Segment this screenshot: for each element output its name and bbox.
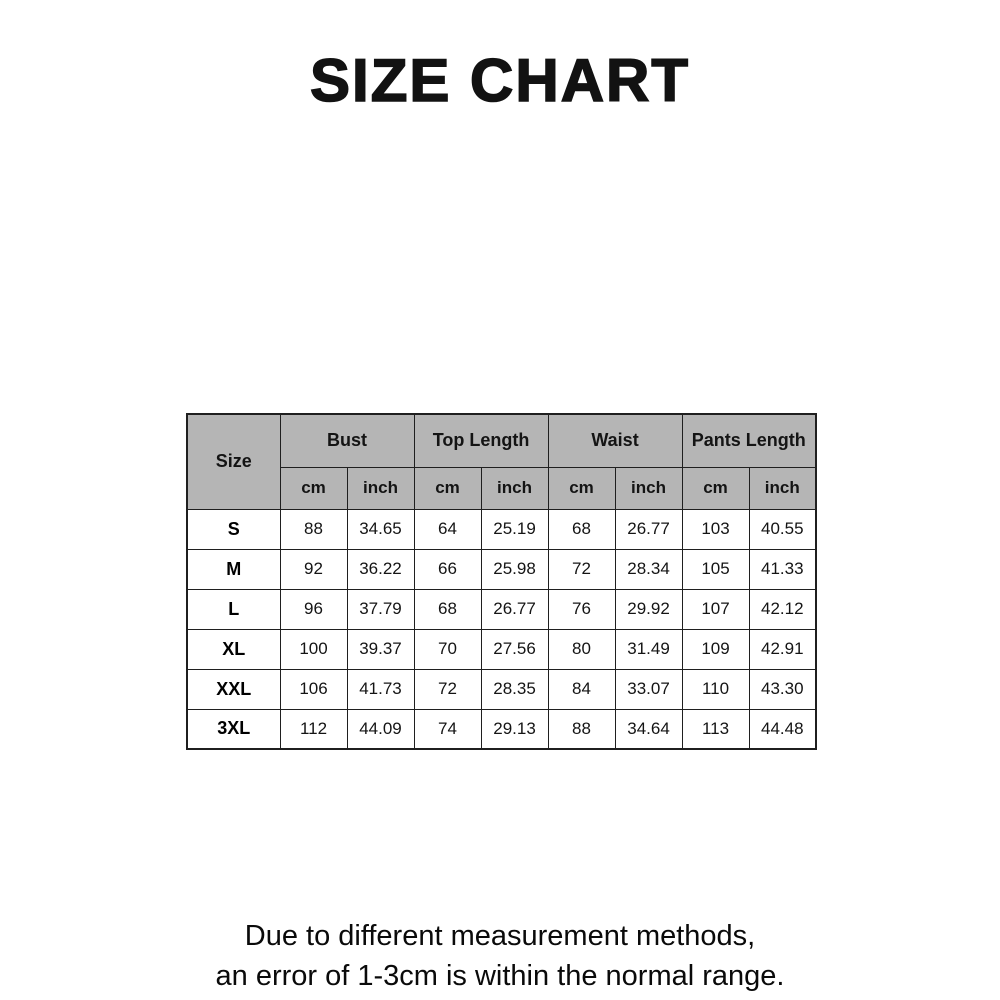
row-label: L: [187, 589, 280, 629]
table-cell: 80: [548, 629, 615, 669]
table-cell: 112: [280, 709, 347, 749]
table-cell: 25.19: [481, 509, 548, 549]
row-label: S: [187, 509, 280, 549]
table-cell: 74: [414, 709, 481, 749]
column-header-pants-length: Pants Length: [682, 414, 816, 467]
table-cell: 39.37: [347, 629, 414, 669]
table-cell: 33.07: [615, 669, 682, 709]
table-cell: 84: [548, 669, 615, 709]
row-label: XL: [187, 629, 280, 669]
table-cell: 26.77: [481, 589, 548, 629]
table-cell: 109: [682, 629, 749, 669]
table-cell: 29.92: [615, 589, 682, 629]
unit-header-top-length-inch: inch: [481, 467, 548, 509]
table-cell: 37.79: [347, 589, 414, 629]
table-cell: 66: [414, 549, 481, 589]
column-header-size: Size: [187, 414, 280, 509]
table-row-xxl: [187, 669, 816, 709]
table-cell: 36.22: [347, 549, 414, 589]
table-cell: 88: [548, 709, 615, 749]
table-cell: 34.64: [615, 709, 682, 749]
table-cell: 113: [682, 709, 749, 749]
table-cell: 105: [682, 549, 749, 589]
table-cell: 68: [414, 589, 481, 629]
table-row-m: [187, 549, 816, 589]
table-cell: 68: [548, 509, 615, 549]
table-cell: 28.34: [615, 549, 682, 589]
table-cell: 31.49: [615, 629, 682, 669]
table-cell: 76: [548, 589, 615, 629]
column-header-top-length: Top Length: [414, 414, 548, 467]
table-cell: 107: [682, 589, 749, 629]
disclaimer-line-1: Due to different measurement methods,: [244, 920, 756, 952]
column-header-bust: Bust: [280, 414, 414, 467]
table-row-3xl: [187, 709, 816, 749]
row-label: XXL: [187, 669, 280, 709]
table-cell: 44.09: [347, 709, 414, 749]
table-cell: 27.56: [481, 629, 548, 669]
table-cell: 106: [280, 669, 347, 709]
table-cell: 103: [682, 509, 749, 549]
measurement-disclaimer: [0, 916, 1000, 996]
unit-header-bust-cm: cm: [280, 467, 347, 509]
table-cell: 26.77: [615, 509, 682, 549]
unit-header-pants-length-cm: cm: [682, 467, 749, 509]
page-title: SIZE CHART: [310, 47, 690, 114]
unit-header-waist-inch: inch: [615, 467, 682, 509]
table-cell: 88: [280, 509, 347, 549]
table-cell: 110: [682, 669, 749, 709]
table-cell: 72: [414, 669, 481, 709]
table-cell: 40.55: [749, 509, 816, 549]
table-cell: 42.12: [749, 589, 816, 629]
table-cell: 96: [280, 589, 347, 629]
column-header-waist: Waist: [548, 414, 682, 467]
table-cell: 28.35: [481, 669, 548, 709]
unit-header-pants-length-inch: inch: [749, 467, 816, 509]
table-cell: 43.30: [749, 669, 816, 709]
table-cell: 42.91: [749, 629, 816, 669]
table-row-l: [187, 589, 816, 629]
row-label: M: [187, 549, 280, 589]
table-cell: 34.65: [347, 509, 414, 549]
disclaimer-line-2: an error of 1-3cm is within the normal range.: [215, 960, 785, 992]
table-cell: 25.98: [481, 549, 548, 589]
row-label: 3XL: [187, 709, 280, 749]
size-chart-table: [186, 413, 817, 750]
table-cell: 72: [548, 549, 615, 589]
table-header-unit-row: [187, 467, 816, 509]
table-cell: 29.13: [481, 709, 548, 749]
table-row-s: [187, 509, 816, 549]
table-cell: 41.73: [347, 669, 414, 709]
table-cell: 92: [280, 549, 347, 589]
unit-header-bust-inch: inch: [347, 467, 414, 509]
table-cell: 44.48: [749, 709, 816, 749]
table-cell: 64: [414, 509, 481, 549]
table-cell: 100: [280, 629, 347, 669]
table-cell: 41.33: [749, 549, 816, 589]
table-header-group-row: [187, 414, 816, 467]
unit-header-top-length-cm: cm: [414, 467, 481, 509]
table-cell: 70: [414, 629, 481, 669]
table-row-xl: [187, 629, 816, 669]
unit-header-waist-cm: cm: [548, 467, 615, 509]
